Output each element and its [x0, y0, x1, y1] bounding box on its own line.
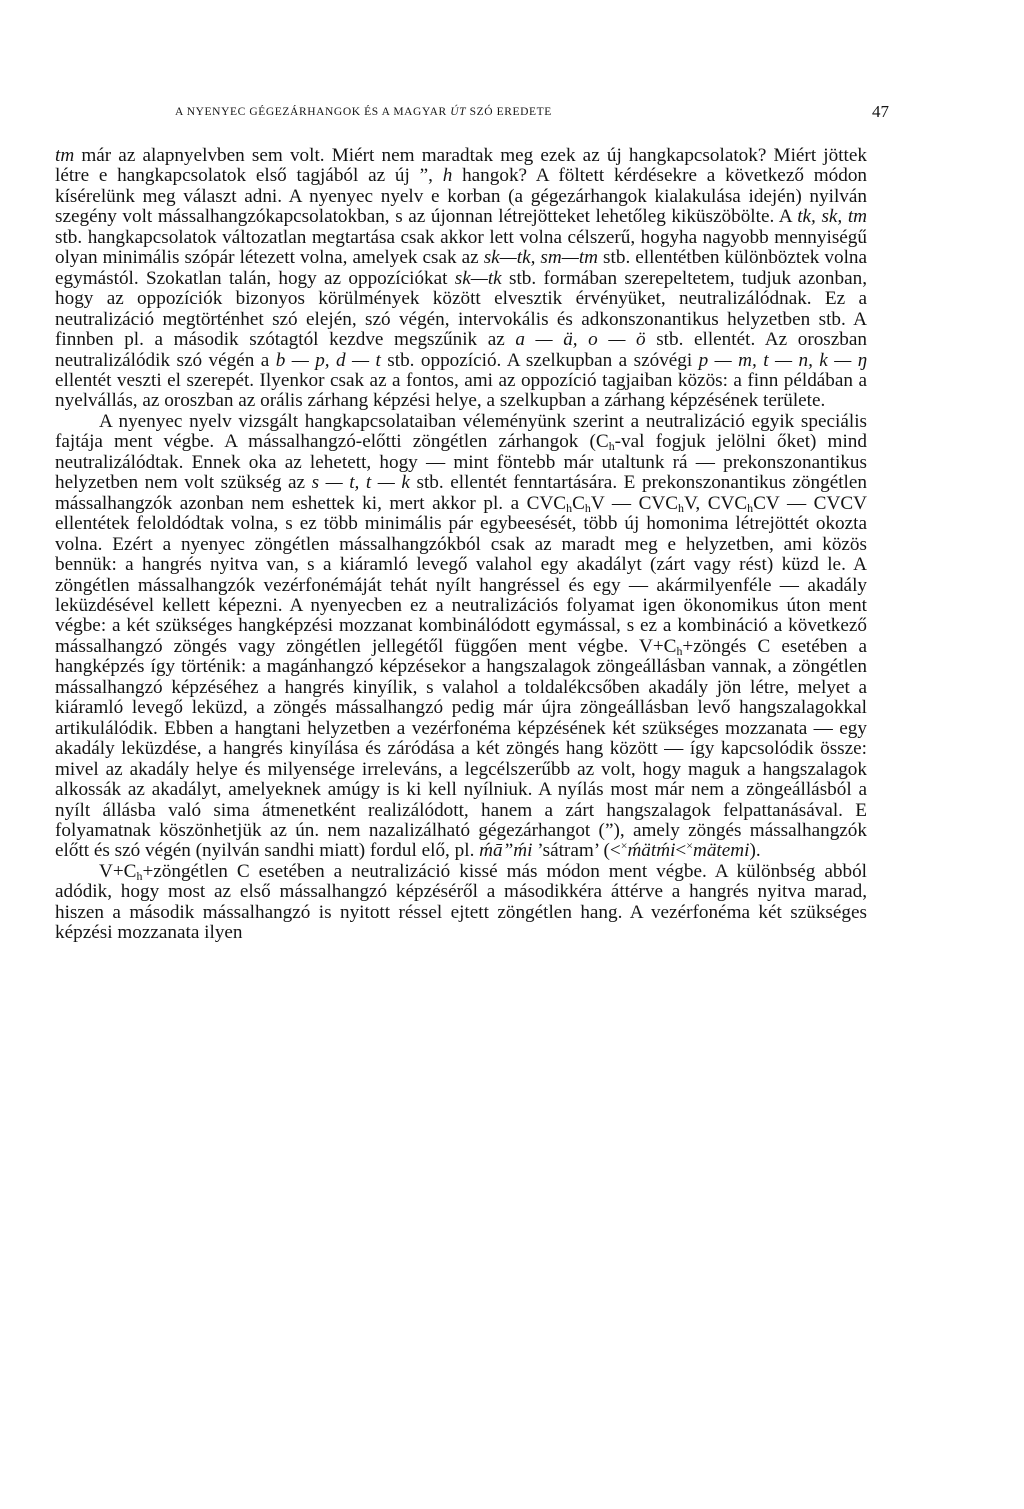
running-title: [175, 106, 552, 118]
superscript: ×: [620, 838, 628, 853]
text-run: C: [572, 492, 585, 514]
italic-term: a — ä, o — ö: [515, 329, 646, 351]
subscript: h: [584, 500, 591, 515]
italic-term: sk—tk, sm—tm: [483, 247, 599, 269]
italic-term: s — t, t — k: [311, 472, 410, 494]
subscript: h: [136, 868, 143, 883]
text-run: A nyenyec nyelv vizsgált hangkapcsolataiban véleményünk szerint a neutralizáció egyik speciális fajtája ment végbe. A mássalhangzó-előtti zöngétlen zárhangok (C: [55, 410, 867, 453]
text-run: ellentét veszti el szerepét. Ilyenkor csak az a fontos, ami az oppozíció tagjaiban közös: a finn példában a nyelvállás, az oroszban az orális zárhang képzési helye, a szelkupban a zárhang képzésének területe.: [55, 369, 867, 412]
text-run: +zöngétlen C esetében a neutralizáció kissé más módon ment végbe. A különbség abból adódik, hogy most az első mássalhangzó képzéséről a másodikkéra áttérve a hangrés nyitva marad, hiszen a második mássalhangzó is nyitott réssel ejtett zöngétlen hang. A vezérfonéma két szükséges képzési mozzanata ilyen: [55, 860, 867, 944]
page-number: 47: [872, 102, 889, 121]
page: [55, 102, 889, 944]
paragraph-3: [55, 862, 867, 944]
text-run: V, CVC: [684, 492, 748, 514]
text-run: V+C: [99, 860, 137, 882]
body-text: [55, 146, 867, 944]
text-run: stb. hangkapcsolatok változatlan megtartása csak akkor lett volna célszerű, hogyha nagyobb mennyiségű olyan minimális szópár létezett volna, amelyek csak az: [55, 226, 867, 269]
italic-term: tm: [55, 145, 75, 166]
italic-term: ḿätḿi: [627, 840, 676, 862]
text-run: CV — CVCV ellentétek feloldódtak volna, s ez több minimális pár egybeesését, több új homonima létrejöttét okozta volna. Ezért a nyenyec zöngétlen mássalhangzókból csak az maradt meg e helyzetben, ami közös bennük: a hangrés nyitva van, s a kiáramló levegő valahol egy akadályt (zárt vagy rést) küzd le. A zöngétlen mássalhangzók vezérfonémáját tehát nyílt hangréssel és egy — akármilyenféle — akadály leküzdésével kellett képezni. A nyenyecben ez a neutralizációs folyamat igen ökonomikus úton ment végbe: a két szükséges hangképzési mozzanat kombinálódott egymással, s ez a kombináció a következő mássalhangzó zöngés vagy zöngétlen jellegétől függően ment végbe. V+C: [55, 492, 867, 657]
subscript: h: [566, 500, 573, 515]
text-run: stb. ellentét. Az oroszban neutralizálódik szó végén a: [55, 329, 867, 371]
superscript: ×: [686, 838, 693, 853]
running-title-part: SZÓ EREDETE: [466, 106, 552, 118]
text-run: <: [675, 840, 687, 862]
text-run: -val fogjuk jelölni őket) mind neutralizálódtak. Ennek oka az lehetett, hogy — mint föntebb már utaltunk rá — prekonszonantikus helyzetben nem volt szükség az: [55, 431, 867, 494]
italic-term: tm: [847, 206, 867, 228]
text-run: ’sátram’ (<: [532, 840, 621, 862]
text-run: stb. oppozíció. A szelkupban a szóvégi: [380, 349, 699, 371]
subscript: h: [608, 439, 615, 454]
text-run: stb. ellentétben különböztek volna egymástól. Szokatlan talán, hogy az oppozíciókat: [55, 247, 868, 289]
text-run: hangok? A föltett kérdésekre a következő módon kísérelünk meg választ adni. A nyenyec nyelv e korban (a gégezárhangok kialakulása idején) nyilván szegény volt mássalhangzókapcsolatokban, s az újonnan létrejötteket lehetőleg kiküszöbölte. A: [55, 165, 868, 228]
italic-term: mätemi: [692, 840, 750, 862]
italic-term: p — m, t — n, k — ŋ: [698, 349, 867, 371]
text-run: V — CVC: [590, 492, 679, 514]
running-title-italic: ÚT: [450, 106, 467, 118]
italic-term: sk—tk: [454, 267, 502, 289]
text-run: már az alapnyelvben sem volt. Miért nem maradtak meg ezek az új hangkapcsolatok? Miért jöttek létre e hangkapcsolatok első tagjából az új ”,: [55, 145, 867, 187]
italic-term: ḿā”ḿi: [479, 840, 533, 862]
text-run: +zöngés C esetében a hangképzés így történik: a magánhangzó képzésekor a hangszalagok zöngeállásban vannak, a zöngétlen mássalhangzó képzéséhez a hangrés kinyílik, s valahol a toldalékcsőben akadály jön létre, melyet a kiáramló levegő leküzd, a zöngés mássalhangzó pedig már újra zöngeállásban levő hangszalagokkal artikulálódik. Ebben a hangtani helyzetben a vezérfonéma képzésének két szükséges mozzanata — egy akadály leküzdése, a hangrés kinyílása és záródása a két zöngés hang között — így kapcsolódik össze: mivel az akadály helye és milyensége irreleváns, a legcélszerűbb az volt, hogy maguk a hangszalagok alkossák az akadályt, amelyeknek amúgy is ki kell nyílniuk. A nyílás most már nem a zöngeállásból a nyílt állásba való sima átmenetként realizálódott, hanem a zárt hangszalagok felpattanásával. E folyamatnak köszönhetjük az ún. nem nazalizálható gégezárhangot (”), amely zöngés mássalhangzók előtt és szó végén (nyilván sandhi miatt) fordul elő, pl.: [55, 635, 867, 862]
text-run: ).: [749, 840, 761, 862]
subscript: h: [678, 500, 684, 515]
paragraph-1: [55, 146, 867, 412]
subscript: h: [747, 500, 754, 515]
italic-term: tk, sk,: [797, 206, 843, 228]
paragraph-2: [55, 412, 867, 862]
italic-term: h: [442, 165, 453, 187]
text-run: stb. formában szerepeltetem, tudjuk azonban, hogy az oppozíciók bizonyos körülmények között elvesztik érvényüket, neutralizálódnak. Ez a neutralizáció megtörténhet szó elején, szó végén, intervokális és adkonszonantikus helyzetben stb. A finnben pl. a második szótagtól kezdve megszűnik az: [55, 267, 867, 351]
running-title-part: A NYENYEC GÉGEZÁRHANGOK ÉS A MAGYAR: [175, 106, 451, 118]
running-head: [55, 102, 889, 126]
text-run: stb. ellentét fenntartására. E prekonszonantikus zöngétlen mássalhangzók azonban nem eshettek ki, mert akkor pl. a CVC: [55, 472, 867, 514]
subscript: h: [676, 643, 683, 658]
italic-term: b — p, d — t: [275, 349, 381, 371]
